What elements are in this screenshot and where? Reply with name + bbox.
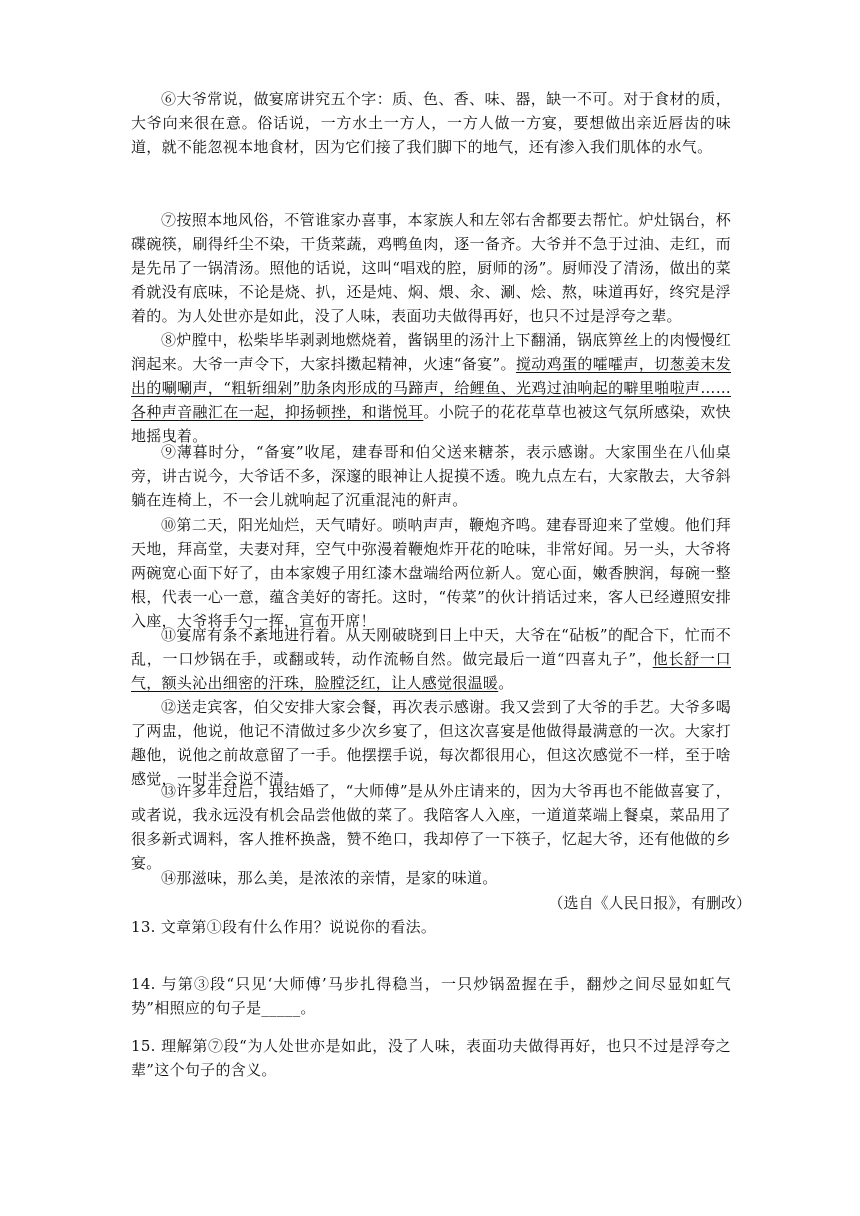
question-15: 15. 理解第⑦段“为人处世亦是如此，没了人味，表面功夫做得再好，也只不过是浮夸之辈”这个句子的含义。 <box>131 1037 731 1079</box>
paragraph-8-underlined: 搅动鸡蛋的嚯嚯声，切葱姜末发出的唰唰声，“粗斩细剁”肋条肉形成的马蹄声，给鲤鱼、光鸡过油响起的噼里啪啦声……各种声音融汇在一起，抑扬顿挫，和谐悦耳 <box>131 355 732 421</box>
paragraph-13: ⑬许多年过后，我结婚了，“大师傅”是从外庄请来的，因为大爷再也不能做喜宴了，或者说，我永远没有机会品尝他做的菜了。我陪客人入座，一道道菜端上餐桌，菜品用了很多新式调料，客人推杯换盏，赞不绝口，我却停了一下筷子，忆起大爷，还有他做的乡宴。 <box>131 782 731 872</box>
paragraph-11-underlined: 他长舒一口气，额头沁出细密的汗珠，脸膛泛红，让人感觉很温暖 <box>131 650 731 692</box>
paragraph-8-text-b: 。小院子的花花草草也被这气氛所感染，欢快地摇曳着。 <box>131 403 731 445</box>
paragraph-14: ⑭那滋味，那么美，是浓浓的亲情，是家的味道。 <box>161 869 498 887</box>
paragraph-8 <box>131 328 731 448</box>
source-citation: （选自《人民日报》，有删改） <box>548 894 751 912</box>
paragraph-7: ⑦按照本地风俗，不管谁家办喜事，本家族人和左邻右舍都要去帮忙。炉灶锅台，杯碟碗筷，刷得纤尘不染，干货菜蔬，鸡鸭鱼肉，逐一备齐。大爷并不急于过油、走红，而是先吊了一锅清汤。照他的话说，这叫“唱戏的腔，厨师的汤”。厨师没了清汤，做出的菜肴就没有底味，不论是烧、扒，还是炖、焖、煨、汆、涮、烩、熬，味道再好，终究是浮着的。为人处世亦是如此，没了人味，表面功夫做得再好，也只不过是浮夸之辈。 <box>131 211 731 325</box>
paragraph-11-text-b: 。 <box>498 674 514 692</box>
question-14: 14. 与第③段“只见‘大师傅’马步扎得稳当，一只炒锅盈握在手，翻炒之间尽显如虹气势”相照应的句子是_____。 <box>131 975 731 1017</box>
paragraph-11-text-a: ⑪宴席有条不紊地进行着。从天刚破晓到日上中天，大爷在“砧板”的配合下，忙而不乱，一口炒锅在手，或翻或转，动作流畅自然。做完最后一道“四喜丸子”， <box>131 626 731 668</box>
paragraph-6: ⑥大爷常说，做宴席讲究五个字：质、色、香、味、器，缺一不可。对于食材的质，大爷向来很在意。俗话说，一方水土一方人，一方人做一方宴，要想做出亲近唇齿的味道，就不能忽视本地食材，因为它们接了我们脚下的地气，还有渗入我们肌体的水气。 <box>131 90 731 156</box>
paragraph-10: ⑩第二天，阳光灿烂，天气晴好。唢呐声声，鞭炮齐鸣。建春哥迎来了堂嫂。他们拜天地，拜高堂，夫妻对拜，空气中弥漫着鞭炮炸开花的呛味，非常好闻。另一头，大爷将两碗宽心面下好了，由本家嫂子用红漆木盘端给两位新人。宽心面，嫩香腴润，每碗一整根，代表一心一意，蕴含美好的寄托。这时，“传菜”的伙计捎话过来，客人已经遵照安排入座，大爷将手勺一挥，宣布开席！ <box>131 516 731 630</box>
paragraph-12: ⑫送走宾客，伯父安排大家会餐，再次表示感谢。我又尝到了大爷的手艺。大爷多喝了两盅，他说，他记不清做过多少次乡宴了，但这次喜宴是他做得最满意的一次。大家打趣他，说他之前故意留了一手。他摆摆手说，每次都很用心，但这次感觉不一样，至于啥感觉，一时半会说不清。 <box>131 698 731 788</box>
paragraph-9: ⑨薄暮时分，“备宴”收尾，建春哥和伯父送来糖茶，表示感谢。大家围坐在八仙桌旁，讲古说今，大爷话不多，深邃的眼神让人捉摸不透。晚九点左右，大家散去，大爷斜躺在连椅上，不一会儿就响起了沉重混沌的鼾声。 <box>131 443 731 509</box>
question-13: 13. 文章第①段有什么作用？说说你的看法。 <box>131 918 437 936</box>
paragraph-8-text-a: ⑧炉膛中，松柴毕毕剥剥地燃烧着，酱锅里的汤汁上下翻涌，锅底箅丝上的肉慢慢红润起来。大爷一声令下，大家抖擞起精神，火速“备宴”。 <box>131 331 731 373</box>
paragraph-11 <box>131 623 731 695</box>
